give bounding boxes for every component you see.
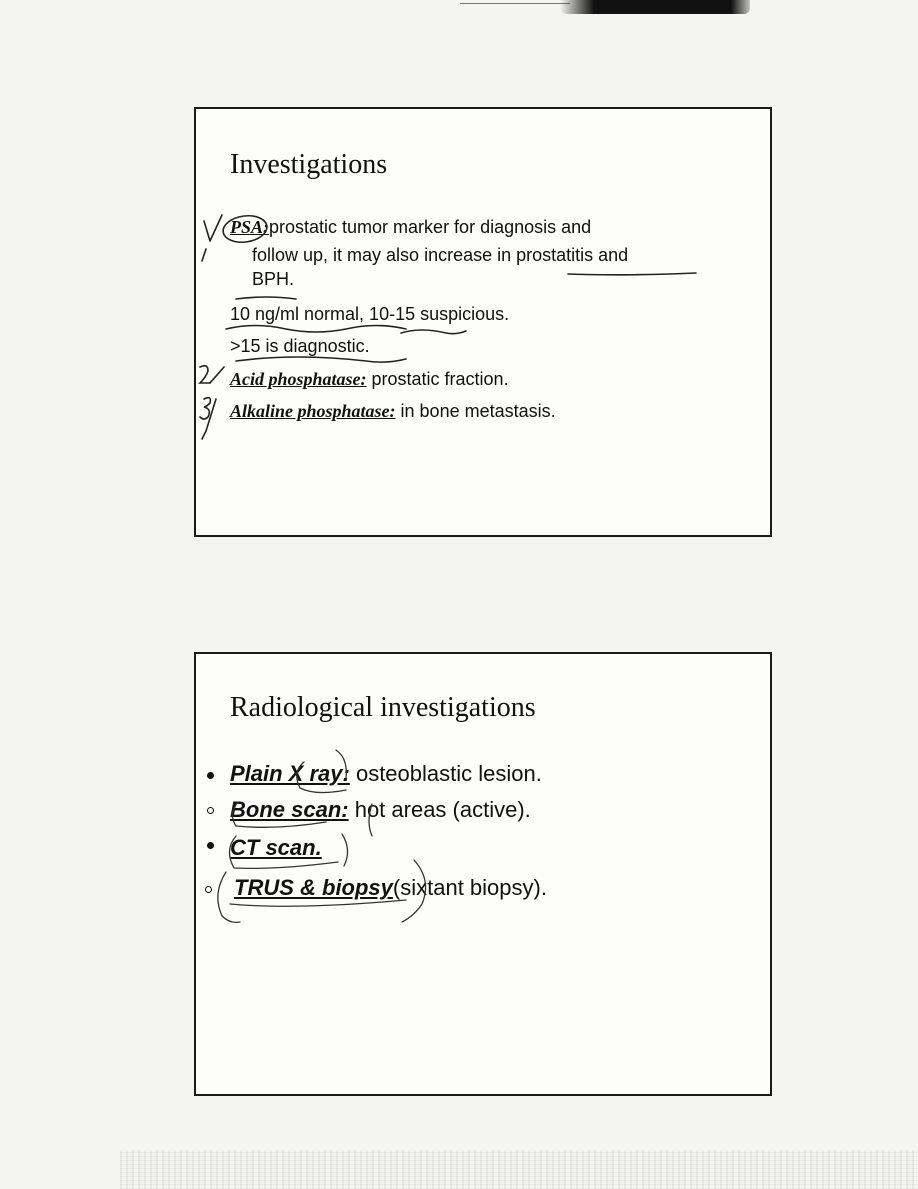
list-item <box>230 762 542 786</box>
psa-line-3: BPH. <box>252 269 295 289</box>
scan-noise <box>120 1150 918 1189</box>
list-item <box>234 876 547 900</box>
list-item-term: Plain X ray: <box>230 761 350 786</box>
psa-line-4: 10 ng/ml normal, 10-15 suspicious. <box>230 304 510 324</box>
alkaline-phosphatase-line <box>230 401 556 421</box>
acid-phosphatase-line <box>230 369 509 389</box>
acid-phosphatase-term: Acid phosphatase: <box>230 369 367 389</box>
slide-title: Investigations <box>230 149 388 180</box>
psa-text-1: prostatic tumor marker for diagnosis and <box>269 217 592 237</box>
acid-phosphatase-text: prostatic fraction. <box>366 369 509 389</box>
bullet <box>207 807 214 814</box>
bullet <box>207 842 214 849</box>
psa-line-1 <box>230 217 591 237</box>
alkaline-phosphatase-term: Alkaline phosphatase: <box>230 401 396 421</box>
slide-title: Radiological investigations <box>230 692 536 723</box>
slide-radiological-investigations <box>194 652 772 1096</box>
list-item <box>230 798 531 822</box>
psa-line-5: >15 is diagnostic. <box>230 336 370 356</box>
list-item-term: CT scan. <box>230 835 322 860</box>
list-item-text: osteoblastic lesion. <box>349 761 542 786</box>
psa-line-2: follow up, it may also increase in prostatitis and <box>252 245 629 265</box>
list-item <box>230 836 322 860</box>
scan-edge-line <box>460 3 570 4</box>
psa-term: PSA: <box>230 217 270 237</box>
list-item-term: Bone scan: <box>230 797 349 822</box>
slide-investigations <box>194 107 772 537</box>
list-item-term: TRUS & biopsy <box>234 875 393 900</box>
list-item-text: hot areas (active). <box>348 797 531 822</box>
scan-edge-shadow <box>560 0 750 14</box>
alkaline-phosphatase-text: in bone metastasis. <box>395 401 556 421</box>
bullet <box>205 886 212 893</box>
bullet <box>207 772 214 779</box>
list-item-text: (sixtant biopsy). <box>392 875 547 900</box>
